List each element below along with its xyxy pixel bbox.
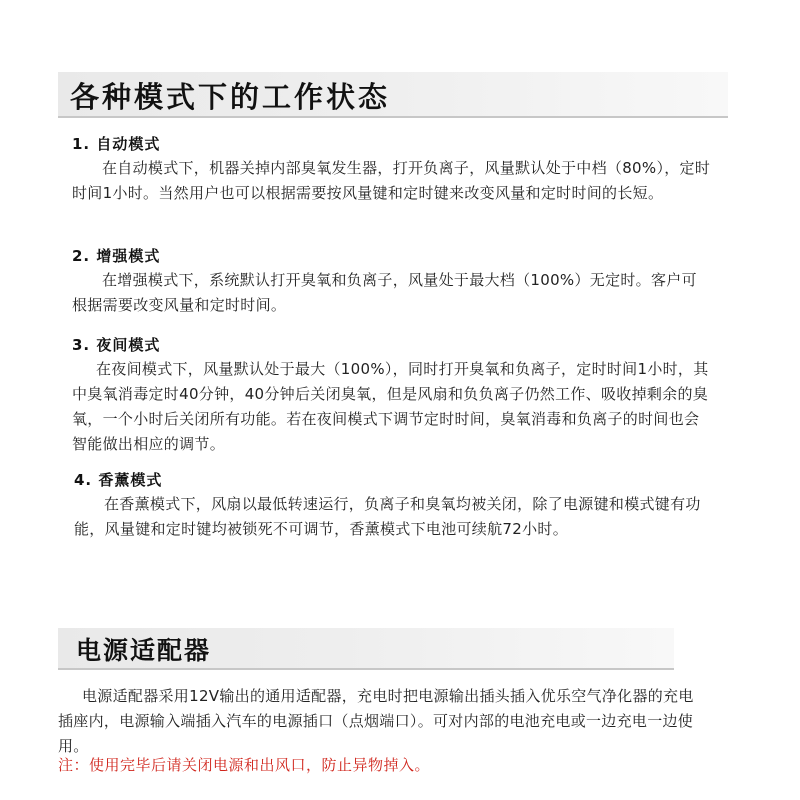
mode-description: 在自动模式下，机器关掉内部臭氧发生器，打开负离子，风量默认处于中档（80%），定时时间1小时。当然用户也可以根据需要按风量键和定时键来改变风量和定时时间的长短。 xyxy=(72,159,711,202)
mode-title: 1. 自动模式 xyxy=(72,135,161,153)
mode-title: 3. 夜间模式 xyxy=(72,336,161,354)
page-title: 各种模式下的工作状态 xyxy=(70,80,391,114)
mode-title: 4. 香薰模式 xyxy=(74,471,163,489)
warning-note: 注：使用完毕后请关闭电源和出风口，防止异物掉入。 xyxy=(58,756,431,774)
adapter-header-banner xyxy=(58,628,674,670)
mode-section-auto xyxy=(72,134,712,206)
mode-section-boost xyxy=(72,246,712,318)
section-header-banner xyxy=(58,72,728,118)
adapter-title: 电源适配器 xyxy=(76,636,212,665)
adapter-description: 电源适配器采用12V输出的通用适配器，充电时把电源输出插头插入优乐空气净化器的充电插座内，电源输入端插入汽车的电源插口（点烟端口）。可对内部的电池充电或一边充电一边使用。 xyxy=(58,687,694,755)
mode-description: 在增强模式下，系统默认打开臭氧和负离子，风量处于最大档（100%）无定时。客户可根据需要改变风量和定时时间。 xyxy=(72,271,697,314)
adapter-section xyxy=(58,684,698,759)
mode-description: 在夜间模式下，风量默认处于最大（100%），同时打开臭氧和负离子，定时时间1小时，其中臭氧消毒定时40分钟，40分钟后关闭臭氧，但是风扇和负负离子仍然工作、吸收掉剩余的臭氧，一个小时后关闭所有功能。若在夜间模式下调节定时时间，臭氧消毒和负离子的时间也会智能做出相应的调节。 xyxy=(72,360,709,453)
mode-section-night xyxy=(72,335,712,457)
header-underline xyxy=(58,116,728,118)
mode-description: 在香薰模式下，风扇以最低转速运行，负离子和臭氧均被关闭，除了电源键和模式键有功能，风量键和定时键均被锁死不可调节，香薰模式下电池可续航72小时。 xyxy=(74,495,701,538)
mode-title: 2. 增强模式 xyxy=(72,247,161,265)
header-underline xyxy=(58,668,674,670)
mode-section-aroma xyxy=(74,470,714,542)
